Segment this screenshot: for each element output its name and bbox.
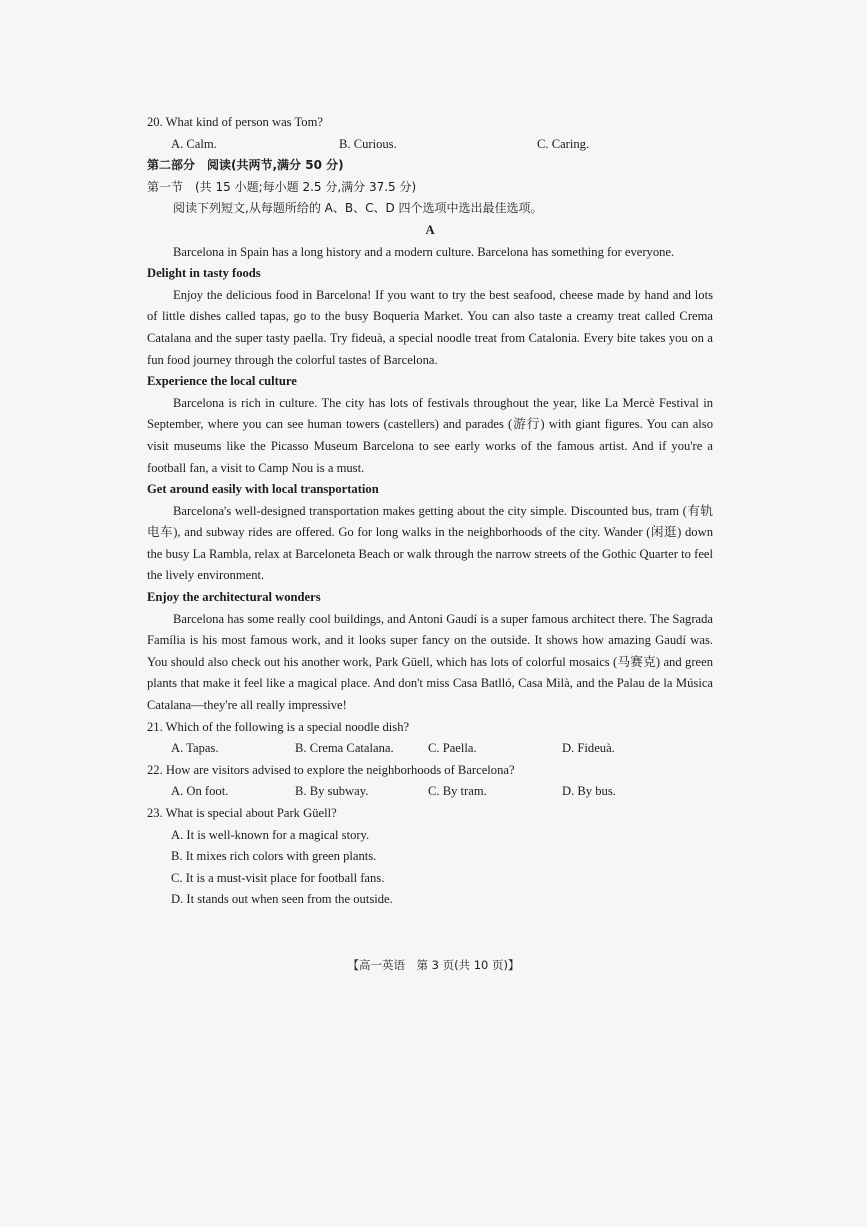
option-a: A. Tapas. (171, 741, 219, 756)
instruction: 阅读下列短文,从每题所给的 A、B、C、D 四个选项中选出最佳选项。 (173, 201, 543, 216)
options-list (147, 825, 713, 911)
question-23 (147, 803, 713, 911)
option-b: B. By subway. (295, 784, 369, 799)
question-20 (147, 112, 713, 155)
option-d: D. It stands out when seen from the outside. (171, 892, 393, 907)
question-stem: 23. What is special about Park Güell? (147, 806, 337, 820)
option-a: A. Calm. (171, 136, 217, 151)
section1-heading: 第一节 (共 15 小题;每小题 2.5 分,满分 37.5 分) (147, 179, 417, 194)
option-b: B. It mixes rich colors with green plants. (171, 849, 377, 864)
question-stem: 21. Which of the following is a special noodle dish? (147, 719, 410, 734)
section-body-culture: Barcelona is rich in culture. The city has lots of festivals throughout the year, like La Mercè Festival in September, where you can see human towers (castellers) and parades (游行) with giant figures. You can also visit museums like the Picasso Museum Barcelona to see early works of the famous artist. And if you're a football fan, a visit to Camp Nou is a must. (147, 395, 713, 475)
passage-letter: A (425, 222, 435, 237)
option-b: B. Curious. (339, 136, 397, 151)
option-d: D. Fideuà. (562, 741, 615, 756)
option-b: B. Crema Catalana. (295, 741, 394, 756)
passage-intro: Barcelona in Spain has a long history and a modern culture. Barcelona has something for everyone. (173, 244, 675, 259)
question-stem: 20. What kind of person was Tom? (147, 115, 323, 129)
section-body-transport: Barcelona's well-designed transportation makes getting about the city simple. Discounted bus, tram (有轨电车), and subway rides are offered. Go for long walks in the neighborhoods of the city. Wander (闲逛) down the busy La Rambla, relax at Barceloneta Beach or walk through the narrow streets of the Gothic Quarter to feel the lively environment. (147, 503, 713, 583)
question-21 (147, 717, 713, 760)
section-heading-food: Delight in tasty foods (147, 266, 261, 281)
options-row (147, 781, 713, 803)
question-stem: 22. How are visitors advised to explore the neighborhoods of Barcelona? (147, 762, 515, 777)
part2-heading: 第二部分 阅读(共两节,满分 50 分) (147, 158, 344, 173)
options-row (147, 738, 713, 760)
option-c: C. Paella. (428, 741, 477, 756)
page-content (147, 112, 713, 911)
option-c: C. By tram. (428, 784, 487, 799)
question-22 (147, 760, 713, 803)
option-a: A. On foot. (171, 784, 229, 799)
option-c: C. It is a must-visit place for football fans. (171, 870, 385, 885)
option-c: C. Caring. (537, 136, 590, 151)
option-a: A. It is well-known for a magical story. (171, 827, 370, 842)
section-heading-culture: Experience the local culture (147, 374, 297, 389)
section-heading-architecture: Enjoy the architectural wonders (147, 590, 321, 605)
section-heading-transport: Get around easily with local transportation (147, 482, 379, 497)
page-footer: 【高一英语 第 3 页(共 10 页)】 (347, 958, 520, 972)
section-body-food: Enjoy the delicious food in Barcelona! If you want to try the best seafood, cheese made by hand and lots of little dishes called tapas, go to the busy Boqueria Market. You can also taste a creamy treat called Crema Catalana and the super tasty paella. Try fideuà, a special noodle treat from Catalonia. Every bite takes you on a fun food journey through the colorful tastes of Barcelona. (147, 287, 713, 367)
section-body-architecture: Barcelona has some really cool buildings, and Antoni Gaudí is a super famous architect there. The Sagrada Família is his most famous work, and it looks super fancy on the outside. It shows how amazing Gaudí was. You should also check out his another work, Park Güell, which has lots of colorful mosaics (马赛克) and green plants that make it feel like a magical place. And don't miss Casa Batlló, Casa Milà, and the Palau de la Música Catalana—they're all really impressive! (147, 611, 713, 713)
options-row (147, 134, 713, 156)
option-d: D. By bus. (562, 784, 616, 799)
